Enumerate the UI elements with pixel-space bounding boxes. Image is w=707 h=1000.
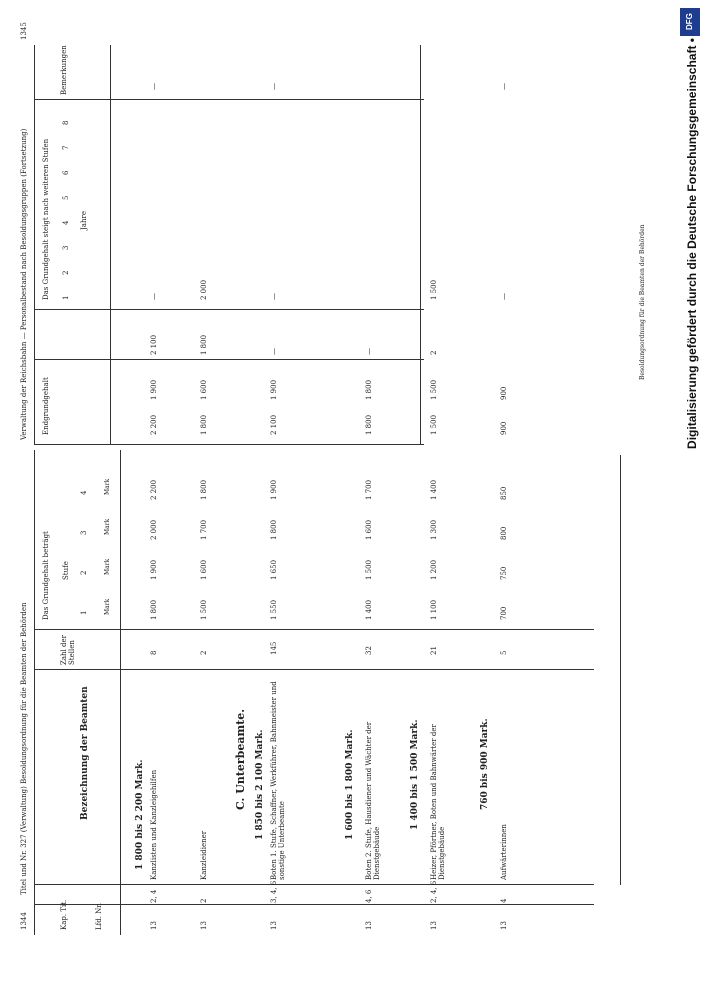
row-stufe-3: 800 <box>500 526 508 540</box>
col-header-unit: Mark <box>104 478 111 495</box>
row-right-2: 2 100 <box>150 334 158 355</box>
col-header-bezeichnung: Bezeichnung der Beamten <box>80 686 90 820</box>
row-right-3: — <box>150 293 158 300</box>
col-header-zahl: Zahl der Stellen <box>60 635 77 665</box>
row-stufe-1: 1 550 <box>270 599 278 620</box>
row-description: Boten 1. Stufe, Schaffner, Werkführer, Bahnmeister und sonstige Unterbeamte <box>270 681 287 880</box>
col-rule <box>34 904 594 905</box>
left-page-number: 1344 <box>20 912 28 930</box>
row-stufe-2: 1 500 <box>365 559 373 580</box>
row-right-2: — <box>365 348 373 355</box>
row-description: Aufwärterinnen <box>500 824 508 880</box>
row-kap: 13 <box>270 921 278 930</box>
right-page-number: 1345 <box>20 22 28 40</box>
row-kap: 13 <box>430 921 438 930</box>
row-stufe-4: 1 700 <box>365 479 373 500</box>
col-header-right-unit: Jahre <box>80 211 88 230</box>
left-page-title: Titel und Nr. 327 (Verwaltung) Besoldungsordnung für die Beamten der Behörden <box>20 602 28 895</box>
col-header-unit: Mark <box>104 558 111 575</box>
row-kap: 13 <box>150 921 158 930</box>
right-stufe-header: 5 <box>62 195 70 200</box>
row-tit: 2, 4, 6 <box>430 880 438 903</box>
row-stufe-2: 750 <box>500 566 508 580</box>
section-label: 760 bis 900 Mark. <box>480 718 490 810</box>
row-tit: 3, 4, 6 <box>270 880 278 903</box>
row-stufe-3: 1 300 <box>430 519 438 540</box>
row-right-3: — <box>500 293 508 300</box>
row-stufe-4: 2 200 <box>150 479 158 500</box>
row-right-1: 1 900 <box>270 379 278 400</box>
section-label: 1 600 bis 1 800 Mark. <box>345 729 355 840</box>
col-rule <box>34 444 424 445</box>
col-header-stufe-2: 2 <box>80 570 88 575</box>
row-zahl: 21 <box>430 646 438 655</box>
right-stufe-header: 6 <box>62 170 70 175</box>
row-right-3: 2 000 <box>200 279 208 300</box>
row-end: 2 100 <box>270 414 278 435</box>
col-header-stufe: Stufe <box>62 561 70 580</box>
row-zahl: 32 <box>365 646 373 655</box>
row-stufe-2: 1 900 <box>150 559 158 580</box>
row-tit: 4 <box>500 898 508 903</box>
row-stufe-3: 1 800 <box>270 519 278 540</box>
row-stufe-2: 1 200 <box>430 559 438 580</box>
col-header-unit: Mark <box>104 598 111 615</box>
col-rule <box>34 309 424 310</box>
row-zahl: 8 <box>150 650 158 655</box>
row-zahl: 145 <box>270 641 278 655</box>
row-end: 900 <box>500 421 508 435</box>
right-stufe-header: 1 <box>62 295 70 300</box>
table-bottom-rule <box>620 455 621 885</box>
row-note: — <box>150 83 158 90</box>
table-bottom-rule-right <box>420 45 421 445</box>
right-stufe-header: 2 <box>62 270 70 275</box>
col-rule <box>34 669 594 670</box>
row-stufe-3: 1 700 <box>200 519 208 540</box>
section-label: 1 800 bis 2 200 Mark. <box>135 759 145 870</box>
row-stufe-2: 1 650 <box>270 559 278 580</box>
row-tit: 2 <box>200 898 208 903</box>
row-tit: 4, 6 <box>365 889 373 903</box>
row-right-1: 1 500 <box>430 379 438 400</box>
col-header-bemerkungen: Bemerkungen <box>60 45 68 95</box>
row-stufe-1: 700 <box>500 606 508 620</box>
row-stufe-2: 1 600 <box>200 559 208 580</box>
row-right-2: 2 <box>430 350 438 355</box>
row-end: 1 800 <box>365 414 373 435</box>
col-header-right-group: Das Grundgehalt steigt nach weiteren Stufen <box>42 138 50 300</box>
right-stufe-header: 8 <box>62 120 70 125</box>
dfg-watermark-text: Digitalisierung gefördert durch die Deutsche Forschungsgemeinschaft • <box>685 38 699 449</box>
row-stufe-1: 1 500 <box>200 599 208 620</box>
section-heading: C. Unterbeamte. <box>234 708 247 810</box>
row-end: 1 500 <box>430 414 438 435</box>
col-rule <box>34 629 594 630</box>
row-note: — <box>270 83 278 90</box>
row-stufe-3: 2 000 <box>150 519 158 540</box>
col-header-endgrundgehalt: Endgrundgehalt <box>42 377 50 435</box>
row-right-2: — <box>270 348 278 355</box>
col-header-kap-tit: Kap. Tit. <box>60 899 68 930</box>
table-top-rule-right <box>34 45 35 445</box>
right-stufe-header: 4 <box>62 220 70 225</box>
table-top-rule <box>34 450 35 935</box>
col-rule <box>34 359 424 360</box>
row-stufe-4: 850 <box>500 486 508 500</box>
row-kap: 13 <box>500 921 508 930</box>
section-label: 1 400 bis 1 500 Mark. <box>410 719 420 830</box>
col-rule <box>34 99 424 100</box>
row-zahl: 5 <box>500 650 508 655</box>
row-stufe-4: 1 800 <box>200 479 208 500</box>
right-stufe-header: 7 <box>62 145 70 150</box>
row-end: 2 200 <box>150 414 158 435</box>
header-bottom-rule <box>120 450 121 935</box>
col-rule <box>34 884 594 885</box>
col-header-grundgehalt: Das Grundgehalt beträgt <box>42 531 50 620</box>
row-description: Heizer, Pförtner, Boten und Bahnwärter der Dienstgebäude <box>430 724 447 880</box>
col-header-unit: Mark <box>104 518 111 535</box>
row-description: Kanzleidiener <box>200 830 208 880</box>
col-header-stufe-4: 4 <box>80 490 88 495</box>
right-page-title: Verwaltung der Reichsbahn — Personalbestand nach Besoldungsgruppen (Fortsetzung) <box>20 128 28 440</box>
row-tit: 2, 4 <box>150 889 158 903</box>
row-description: Kanzlisten und Kanzleigehilfen <box>150 769 158 880</box>
row-stufe-1: 1 800 <box>150 599 158 620</box>
row-right-3: — <box>270 293 278 300</box>
dfg-logo: DFG <box>680 8 700 36</box>
dfg-watermark <box>677 8 703 993</box>
row-kap: 13 <box>200 921 208 930</box>
row-right-1: 1 900 <box>150 379 158 400</box>
row-stufe-4: 1 900 <box>270 479 278 500</box>
header-bottom-rule-right <box>110 45 111 445</box>
row-stufe-1: 1 100 <box>430 599 438 620</box>
row-note: — <box>500 83 508 90</box>
section-label: 1 850 bis 2 100 Mark. <box>255 729 265 840</box>
col-header-stufe-3: 3 <box>80 530 88 535</box>
row-stufe-3: 1 600 <box>365 519 373 540</box>
col-header-lfd-nr: Lfd. Nr. <box>95 902 103 930</box>
row-description: Boten 2. Stufe, Hausdiener und Wächter der Dienstgebäude <box>365 721 382 880</box>
row-stufe-1: 1 400 <box>365 599 373 620</box>
row-right-1: 900 <box>500 386 508 400</box>
row-end: 1 800 <box>200 414 208 435</box>
row-kap: 13 <box>365 921 373 930</box>
row-right-3: 1 500 <box>430 279 438 300</box>
row-zahl: 2 <box>200 650 208 655</box>
col-header-stufe-1: 1 <box>80 610 88 615</box>
row-right-2: 1 800 <box>200 334 208 355</box>
page-footnote: Besoldungsordnung für die Beamten der Behörden <box>639 224 646 380</box>
row-stufe-4: 1 400 <box>430 479 438 500</box>
right-stufe-header: 3 <box>62 245 70 250</box>
row-right-1: 1 800 <box>365 379 373 400</box>
row-right-1: 1 600 <box>200 379 208 400</box>
